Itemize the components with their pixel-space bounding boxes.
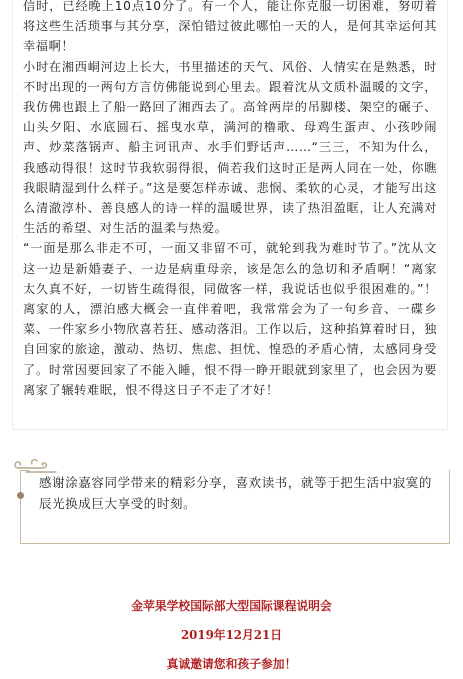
note-section (12, 446, 450, 546)
article-paragraph: 小时在湘西峒河边上长大，书里描述的天气、风俗、人情实在是熟悉，时不时出现的一两句方言仿佛能说到心里去。跟着沈从文质朴温暖的文字，我仿佛也跟上了船一路回了湘西去了。高耸两岸的吊脚楼、架空的碾子、山头夕阳、水底圆石、摇曳水草，满河的橹歌、母鸡生蛋声、小孩吵闹声、炒菜落锅声、船主诃讯声、水手们野话声……“三三，不知为什么，我感动得很！这时节我软弱得很，倘若我们这时正是两人同在一处，你瞧我眼睛湿到什么样子。”这是要怎样赤诚、悲悯、柔软的心灵，才能写出这么清澈淳朴、善良感人的诗一样的温暖世界，读了热泪盈眶，让人充满对生活的希望、对生活的温柔与热爱。 (23, 59, 437, 236)
article-paragraph: “一面是那么非走不可，一面又非留不可，就轮到我为难时节了。”沈从文这一边是新婚妻子、一边是病重母亲，该是怎么的急切和矛盾啊！“离家太久真不好，一切皆生疏得很，同做客一样，我说话也似乎很困难的。”！离家的人，漂泊感大概会一直伴着吧，我常常会为了一句乡音、一碟乡菜、一件家乡小物欣喜若狂、感动落泪。工作以后，这种掐算着时日，独自回家的旅途，激动、热切、焦虑、担忧、惶恐的矛盾心情，太感同身受了。时常因要回家了不能入睡，恨不得一睁开眼就到家里了，也会因为要离家了辗转难眠，恨不得这日子不走了才好！ (23, 241, 437, 397)
note-text: 感谢涂嘉容同学带来的精彩分享，喜欢读书，就等于把生活中寂寞的辰光换成巨大享受的时刻。 (39, 475, 433, 511)
article-body (12, 0, 448, 430)
note-box (20, 470, 450, 544)
note-dot-icon (17, 492, 24, 499)
event-title: 金苹果学校国际部大型国际课程说明会 (131, 599, 332, 613)
event-date: 2019年12月21日 (180, 628, 283, 642)
event-footer (0, 592, 463, 679)
event-invite: 真诚邀请您和孩子参加！ (166, 657, 297, 671)
article-paragraph: 信时，已经晚上10点10分了。有一个人，能让你克服一切困难，努叨着将这些生活琐事与其分享，深怕错过彼此哪怕一天的人，是何其幸运何其幸福啊！ (23, 0, 437, 54)
